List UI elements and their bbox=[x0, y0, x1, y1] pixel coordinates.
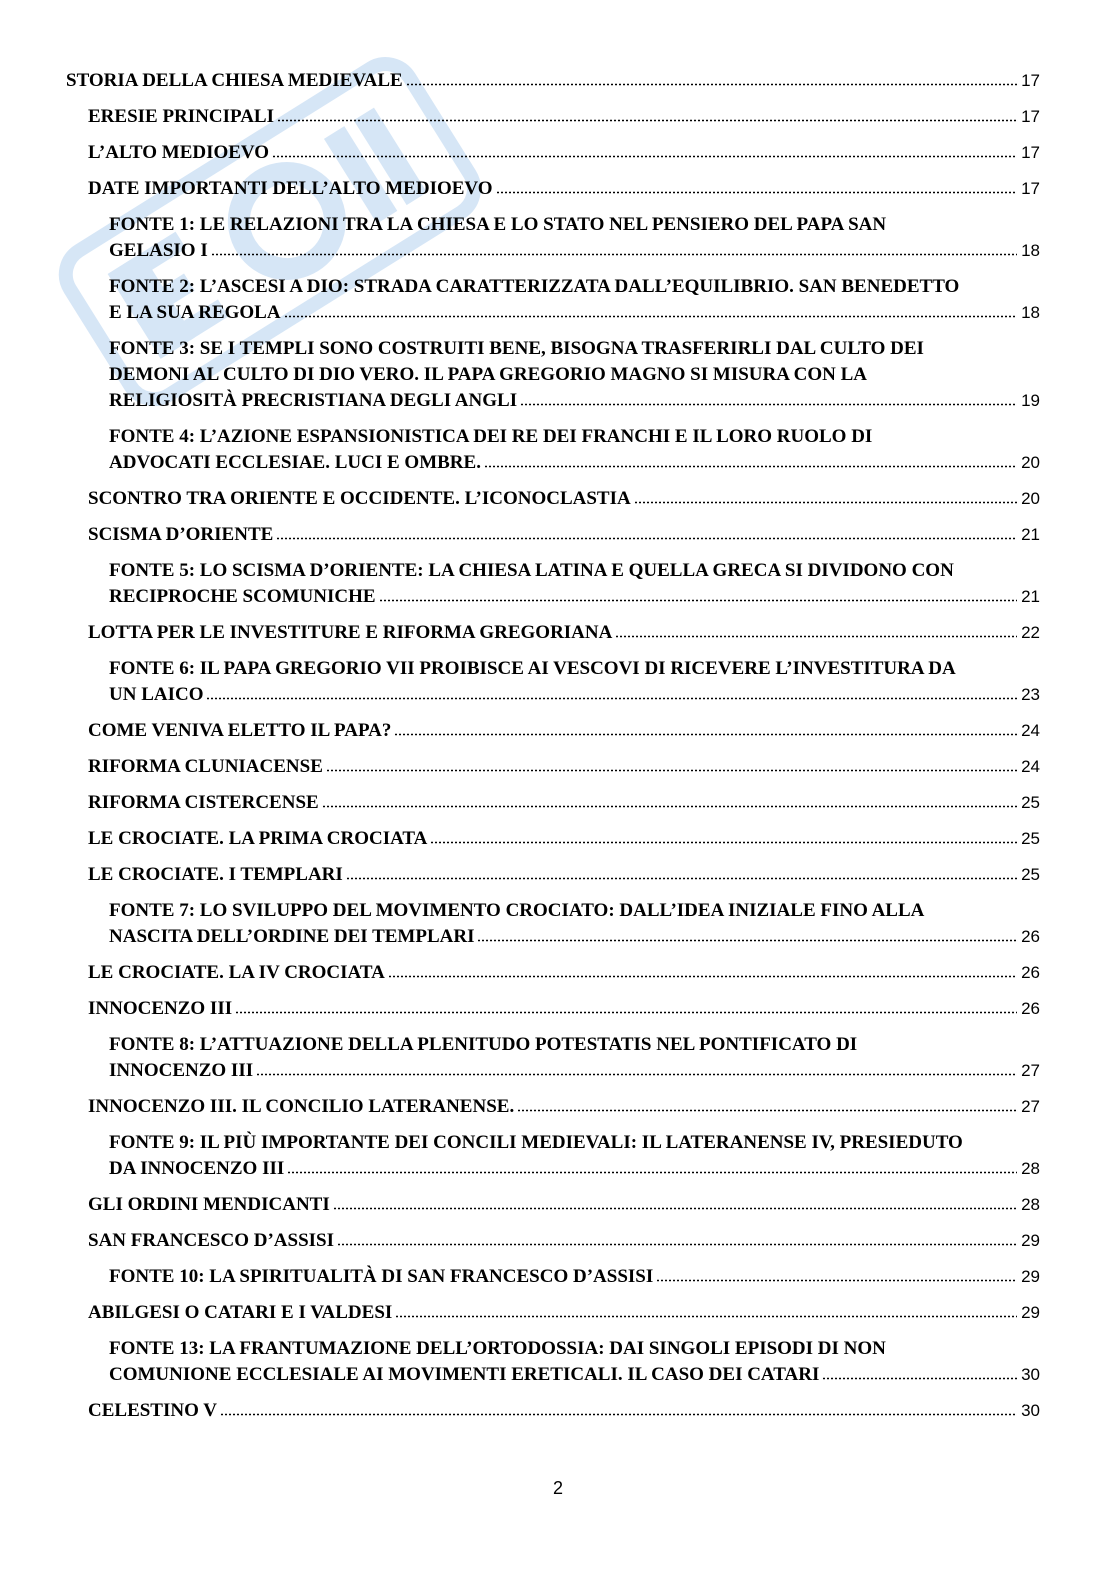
toc-entry-title: FONTE 5: LO SCISMA D’ORIENTE: LA CHIESA LATINA E QUELLA GRECA SI DIVIDONO CON bbox=[109, 560, 954, 581]
toc-entry[interactable] bbox=[88, 1228, 1040, 1254]
toc-page-number: 17 bbox=[1021, 143, 1040, 162]
toc-entry-title: STORIA DELLA CHIESA MEDIEVALE bbox=[66, 70, 403, 91]
toc-page-number: 25 bbox=[1021, 793, 1040, 812]
toc-page-number: 26 bbox=[1021, 999, 1040, 1018]
dot-leader bbox=[634, 501, 1017, 504]
dot-leader bbox=[496, 191, 1018, 194]
toc-entry-title: FONTE 3: SE I TEMPLI SONO COSTRUITI BENE, BISOGNA TRASFERIRLI DAL CULTO DEI bbox=[109, 338, 924, 359]
toc-entry[interactable] bbox=[88, 1300, 1040, 1326]
toc-entry[interactable] bbox=[88, 754, 1040, 780]
toc-page-number: 20 bbox=[1021, 453, 1040, 472]
toc-page-number: 24 bbox=[1021, 721, 1040, 740]
dot-leader bbox=[220, 1413, 1017, 1416]
dot-leader bbox=[477, 939, 1017, 942]
toc-entry-title: DATE IMPORTANTI DELL’ALTO MEDIOEVO bbox=[88, 178, 493, 199]
toc-entry[interactable] bbox=[88, 996, 1040, 1022]
dot-leader bbox=[394, 733, 1017, 736]
toc-entry-title: INNOCENZO III. IL CONCILIO LATERANENSE. bbox=[88, 1096, 515, 1117]
toc-entry-title: RIFORMA CLUNIACENSE bbox=[88, 756, 323, 777]
toc-page-number: 20 bbox=[1021, 489, 1040, 508]
toc-page-number: 25 bbox=[1021, 865, 1040, 884]
dot-leader bbox=[287, 1171, 1017, 1174]
toc-entry-title: L’ALTO MEDIOEVO bbox=[88, 142, 270, 163]
toc-entry-title: GELASIO I bbox=[109, 240, 208, 261]
toc-entry-title: FONTE 2: L’ASCESI A DIO: STRADA CARATTERIZZATA DALL’EQUILIBRIO. SAN BENEDETTO bbox=[109, 276, 960, 297]
toc-entry[interactable] bbox=[88, 522, 1040, 548]
toc-entry[interactable] bbox=[109, 1032, 1040, 1084]
toc-page-number: 26 bbox=[1021, 963, 1040, 982]
toc-entry-title: SAN FRANCESCO D’ASSISI bbox=[88, 1230, 334, 1251]
toc-entry[interactable] bbox=[88, 960, 1040, 986]
toc-entry-title: RELIGIOSITÀ PRECRISTIANA DEGLI ANGLI bbox=[109, 390, 518, 411]
toc-entry[interactable] bbox=[109, 274, 1040, 326]
toc-entry-title: FONTE 13: LA FRANTUMAZIONE DELL’ORTODOSSIA: DAI SINGOLI EPISODI DI NON bbox=[109, 1338, 886, 1359]
dot-leader bbox=[276, 537, 1017, 540]
toc-entry-title: FONTE 6: IL PAPA GREGORIO VII PROIBISCE AI VESCOVI DI RICEVERE L’INVESTITURA DA bbox=[109, 658, 956, 679]
dot-leader bbox=[822, 1377, 1017, 1380]
dot-leader bbox=[406, 83, 1017, 86]
toc-entry[interactable] bbox=[88, 1094, 1040, 1120]
toc-entry-title: ADVOCATI ECCLESIAE. LUCI E OMBRE. bbox=[109, 452, 481, 473]
dot-leader bbox=[656, 1279, 1017, 1282]
dot-leader bbox=[337, 1243, 1017, 1246]
toc-entry-title: DEMONI AL CULTO DI DIO VERO. IL PAPA GREGORIO MAGNO SI MISURA CON LA bbox=[109, 364, 868, 385]
toc-page-number: 30 bbox=[1021, 1365, 1040, 1384]
toc-entry-title: ERESIE PRINCIPALI bbox=[88, 106, 274, 127]
toc-page-number: 21 bbox=[1021, 525, 1040, 544]
toc-entry-title: RIFORMA CISTERCENSE bbox=[88, 792, 319, 813]
toc-page-number: 26 bbox=[1021, 927, 1040, 946]
toc-entry-title: E LA SUA REGOLA bbox=[109, 302, 281, 323]
toc-page-number: 25 bbox=[1021, 829, 1040, 848]
toc-entry-title: FONTE 7: LO SVILUPPO DEL MOVIMENTO CROCIATO: DALL’IDEA INIZIALE FINO ALLA bbox=[109, 900, 925, 921]
toc-entry-title: SCONTRO TRA ORIENTE E OCCIDENTE. L’ICONOCLASTIA bbox=[88, 488, 631, 509]
toc-entry[interactable] bbox=[109, 1264, 1040, 1290]
toc-entry[interactable] bbox=[88, 104, 1040, 130]
dot-leader bbox=[379, 599, 1018, 602]
toc-page-number: 23 bbox=[1021, 685, 1040, 704]
toc-entry-title: SCISMA D’ORIENTE bbox=[88, 524, 274, 545]
toc-entry-title: UN LAICO bbox=[109, 684, 204, 705]
dot-leader bbox=[517, 1109, 1017, 1112]
dot-leader bbox=[256, 1073, 1017, 1076]
toc-entry-title: ABILGESI O CATARI E I VALDESI bbox=[88, 1302, 393, 1323]
toc-page-number: 28 bbox=[1021, 1195, 1040, 1214]
toc-entry[interactable] bbox=[109, 1336, 1040, 1388]
toc-entry[interactable] bbox=[88, 620, 1040, 646]
toc-entry-title: LOTTA PER LE INVESTITURE E RIFORMA GREGORIANA bbox=[88, 622, 613, 643]
toc-entry[interactable] bbox=[109, 336, 1040, 414]
toc-entry[interactable] bbox=[88, 176, 1040, 202]
toc-page-number: 21 bbox=[1021, 587, 1040, 606]
toc-entry[interactable] bbox=[109, 656, 1040, 708]
toc-page-number: 29 bbox=[1021, 1303, 1040, 1322]
toc-page-number: 29 bbox=[1021, 1267, 1040, 1286]
toc-page-number: 30 bbox=[1021, 1401, 1040, 1420]
dot-leader bbox=[211, 253, 1017, 256]
dot-leader bbox=[395, 1315, 1017, 1318]
toc-entry-title: INNOCENZO III bbox=[88, 998, 233, 1019]
toc-entry-title: LE CROCIATE. LA PRIMA CROCIATA bbox=[88, 828, 428, 849]
toc-page-number: 27 bbox=[1021, 1061, 1040, 1080]
dot-leader bbox=[235, 1011, 1017, 1014]
toc-entry-title: INNOCENZO III bbox=[109, 1060, 254, 1081]
dot-leader bbox=[272, 155, 1017, 158]
toc-entry-title: COME VENIVA ELETTO IL PAPA? bbox=[88, 720, 392, 741]
toc-entry[interactable] bbox=[88, 1192, 1040, 1218]
dot-leader bbox=[277, 119, 1017, 122]
dot-leader bbox=[346, 877, 1017, 880]
toc-entry[interactable] bbox=[88, 790, 1040, 816]
toc-page-number: 19 bbox=[1021, 391, 1040, 410]
toc-entry[interactable] bbox=[109, 558, 1040, 610]
toc-entry-title: CELESTINO V bbox=[88, 1400, 218, 1421]
toc-entry[interactable] bbox=[109, 1130, 1040, 1182]
toc-page-number: 29 bbox=[1021, 1231, 1040, 1250]
page-number: 2 bbox=[552, 1478, 563, 1498]
toc-entry[interactable] bbox=[109, 424, 1040, 476]
toc-page-number: 24 bbox=[1021, 757, 1040, 776]
toc-entry[interactable] bbox=[109, 898, 1040, 950]
toc-entry[interactable] bbox=[88, 140, 1040, 166]
toc-entry-title: RECIPROCHE SCOMUNICHE bbox=[109, 586, 376, 607]
dot-leader bbox=[520, 403, 1017, 406]
dot-leader bbox=[484, 465, 1017, 468]
toc-entry-title: LE CROCIATE. LA IV CROCIATA bbox=[88, 962, 385, 983]
toc-page-number: 18 bbox=[1021, 303, 1040, 322]
toc-entry[interactable] bbox=[88, 826, 1040, 852]
dot-leader bbox=[388, 975, 1017, 978]
toc-entry-title: GLI ORDINI MENDICANTI bbox=[88, 1194, 330, 1215]
toc-page-number: 17 bbox=[1021, 107, 1040, 126]
toc-entry-title: DA INNOCENZO III bbox=[109, 1158, 285, 1179]
toc-entry[interactable] bbox=[88, 486, 1040, 512]
toc-entry[interactable] bbox=[66, 68, 1040, 94]
toc-entry-title: COMUNIONE ECCLESIALE AI MOVIMENTI ERETICALI. IL CASO DEI CATARI bbox=[109, 1364, 820, 1385]
toc-entry-title: NASCITA DELL’ORDINE DEI TEMPLARI bbox=[109, 926, 475, 947]
toc-page-number: 27 bbox=[1021, 1097, 1040, 1116]
dot-leader bbox=[284, 315, 1018, 318]
toc-page-number: 28 bbox=[1021, 1159, 1040, 1178]
dot-leader bbox=[326, 769, 1017, 772]
toc-entry[interactable] bbox=[88, 862, 1040, 888]
toc-entry[interactable] bbox=[109, 212, 1040, 264]
toc-entry[interactable] bbox=[88, 718, 1040, 744]
toc-entry-title: LE CROCIATE. I TEMPLARI bbox=[88, 864, 343, 885]
toc-entry-title: FONTE 9: IL PIÙ IMPORTANTE DEI CONCILI MEDIEVALI: IL LATERANENSE IV, PRESIEDUTO bbox=[109, 1132, 963, 1153]
dot-leader bbox=[206, 697, 1017, 700]
dot-leader bbox=[333, 1207, 1017, 1210]
toc-page-number: 22 bbox=[1021, 623, 1040, 642]
toc-page-number: 17 bbox=[1021, 71, 1040, 90]
toc-entry-title: FONTE 10: LA SPIRITUALITÀ DI SAN FRANCESCO D’ASSISI bbox=[109, 1266, 654, 1287]
toc-entry-title: FONTE 1: LE RELAZIONI TRA LA CHIESA E LO STATO NEL PENSIERO DEL PAPA SAN bbox=[109, 214, 887, 235]
toc-entry-title: FONTE 4: L’AZIONE ESPANSIONISTICA DEI RE DEI FRANCHI E IL LORO RUOLO DI bbox=[109, 426, 873, 447]
dot-leader bbox=[430, 841, 1017, 844]
toc-page-number: 18 bbox=[1021, 241, 1040, 260]
toc-page-number: 17 bbox=[1021, 179, 1040, 198]
dot-leader bbox=[615, 635, 1017, 638]
toc-entry[interactable] bbox=[88, 1398, 1040, 1424]
toc-entry-title: FONTE 8: L’ATTUAZIONE DELLA PLENITUDO POTESTATIS NEL PONTIFICATO DI bbox=[109, 1034, 858, 1055]
dot-leader bbox=[322, 805, 1017, 808]
